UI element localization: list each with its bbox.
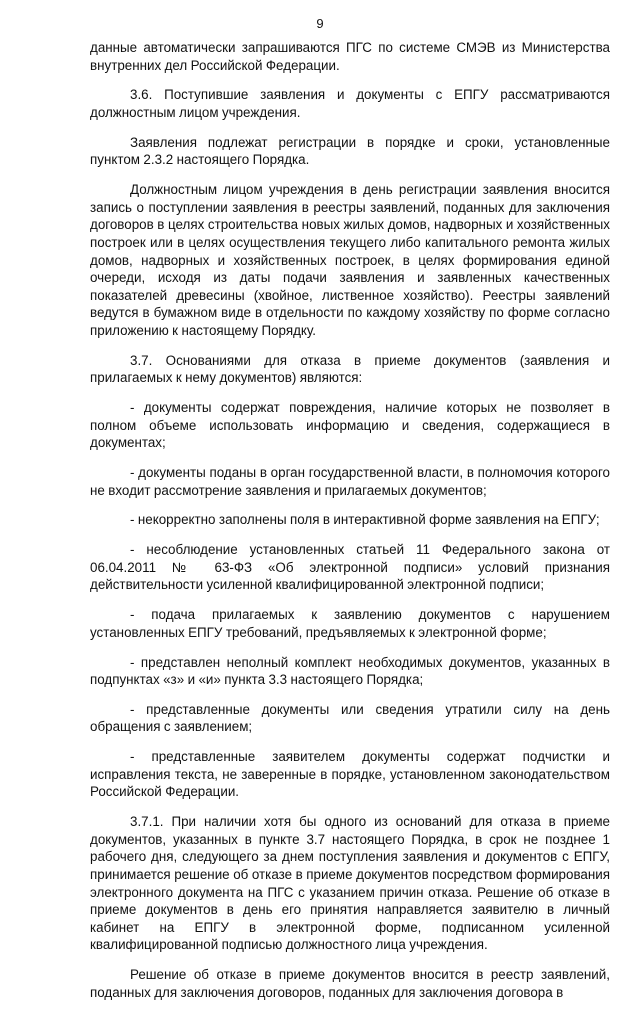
list-item-damaged-documents: - документы содержат повреждения, наличие которых не позволяет в полном объеме использовать информацию и сведения, содержащиеся в документах; [90,400,610,451]
paragraph-3-7: 3.7. Основаниями для отказа в приеме документов (заявления и прилагаемых к нему документов) являются: [90,352,610,386]
paragraph-3-7-1: 3.7.1. При наличии хотя бы одного из оснований для отказа в приеме документов, указанных в пункте 3.7 настоящего Порядка, в срок не позднее 1 рабочего дня, следующего за днем поступления заявления и документов с ЕПГУ, принимается решение об отказе в приеме документов посредством формирования электронного документа на ПГС с указанием причин отказа. Решение об отказе в приеме документов в день его принятия направляется заявителю в личный кабинет на ЕПГУ в электронной форме, подписанном усиленной квалифицированной подписью должностного лица учреждения. [90,814,610,953]
list-item-wrong-authority: - документы поданы в орган государственной власти, в полномочия которого не входит рассмотрение заявления и прилагаемых документов; [90,465,610,498]
paragraph-registration: Заявления подлежат регистрации в порядке и сроки, установленные пунктом 2.3.2 настоящего Порядка. [90,134,610,168]
list-item-erasures: - представленные заявителем документы содержат подчистки и исправления текста, не заверенные в порядке, установленном законодательством Российской Федерации. [90,749,610,800]
paragraph-3-6: 3.6. Поступившие заявления и документы с ЕПГУ рассматриваются должностным лицом учреждения. [90,87,610,120]
paragraph-registry: Должностным лицом учреждения в день регистрации заявления вносится запись о поступлении заявления в реестры заявлений, поданных для заключения договоров в целях строительства новых жилых домов, надворных и хозяйственных построек или в целях осуществления текущего либо капитального ремонта жилых домов, надворных и хозяйственных построек, в целях формирования единой очереди, исходя из даты подачи заявления и заявленных качественных показателей древесины (хвойное, лиственное хозяйство). Реестры заявлений ведутся в бумажном виде в отдельности по каждому хозяйству по форме согласно приложению к настоящему Порядку. [90,182,610,338]
paragraph-continuation: данные автоматически запрашиваются ПГС по системе СМЭВ из Министерства внутренних дел Российской Федерации. [90,40,610,73]
paragraph-refusal-registry: Решение об отказе в приеме документов вносится в реестр заявлений, поданных для заключения договоров, поданных для заключения договора в [90,967,610,1000]
list-item-incomplete-set: - представлен неполный комплект необходимых документов, указанных в подпунктах «з» и «и» пункта 3.3 настоящего Порядка; [90,654,610,688]
list-item-format-violation: - подача прилагаемых к заявлению документов с нарушением установленных ЕПГУ требований, предъявляемых к электронной форме; [90,607,610,640]
document-body [90,39,610,1014]
list-item-signature-invalid: - несоблюдение установленных статьей 11 Федерального закона от 06.04.2011 № 63-ФЗ «Об электронной подписи» условий признания действительности усиленной квалифицированной электронной подписи; [90,542,610,593]
list-item-incorrect-fields: - некорректно заполнены поля в интерактивной форме заявления на ЕПГУ; [130,512,600,528]
page-number: 9 [316,16,324,31]
list-item-expired-documents: - представленные документы или сведения утратили силу на день обращения с заявлением; [90,701,610,735]
